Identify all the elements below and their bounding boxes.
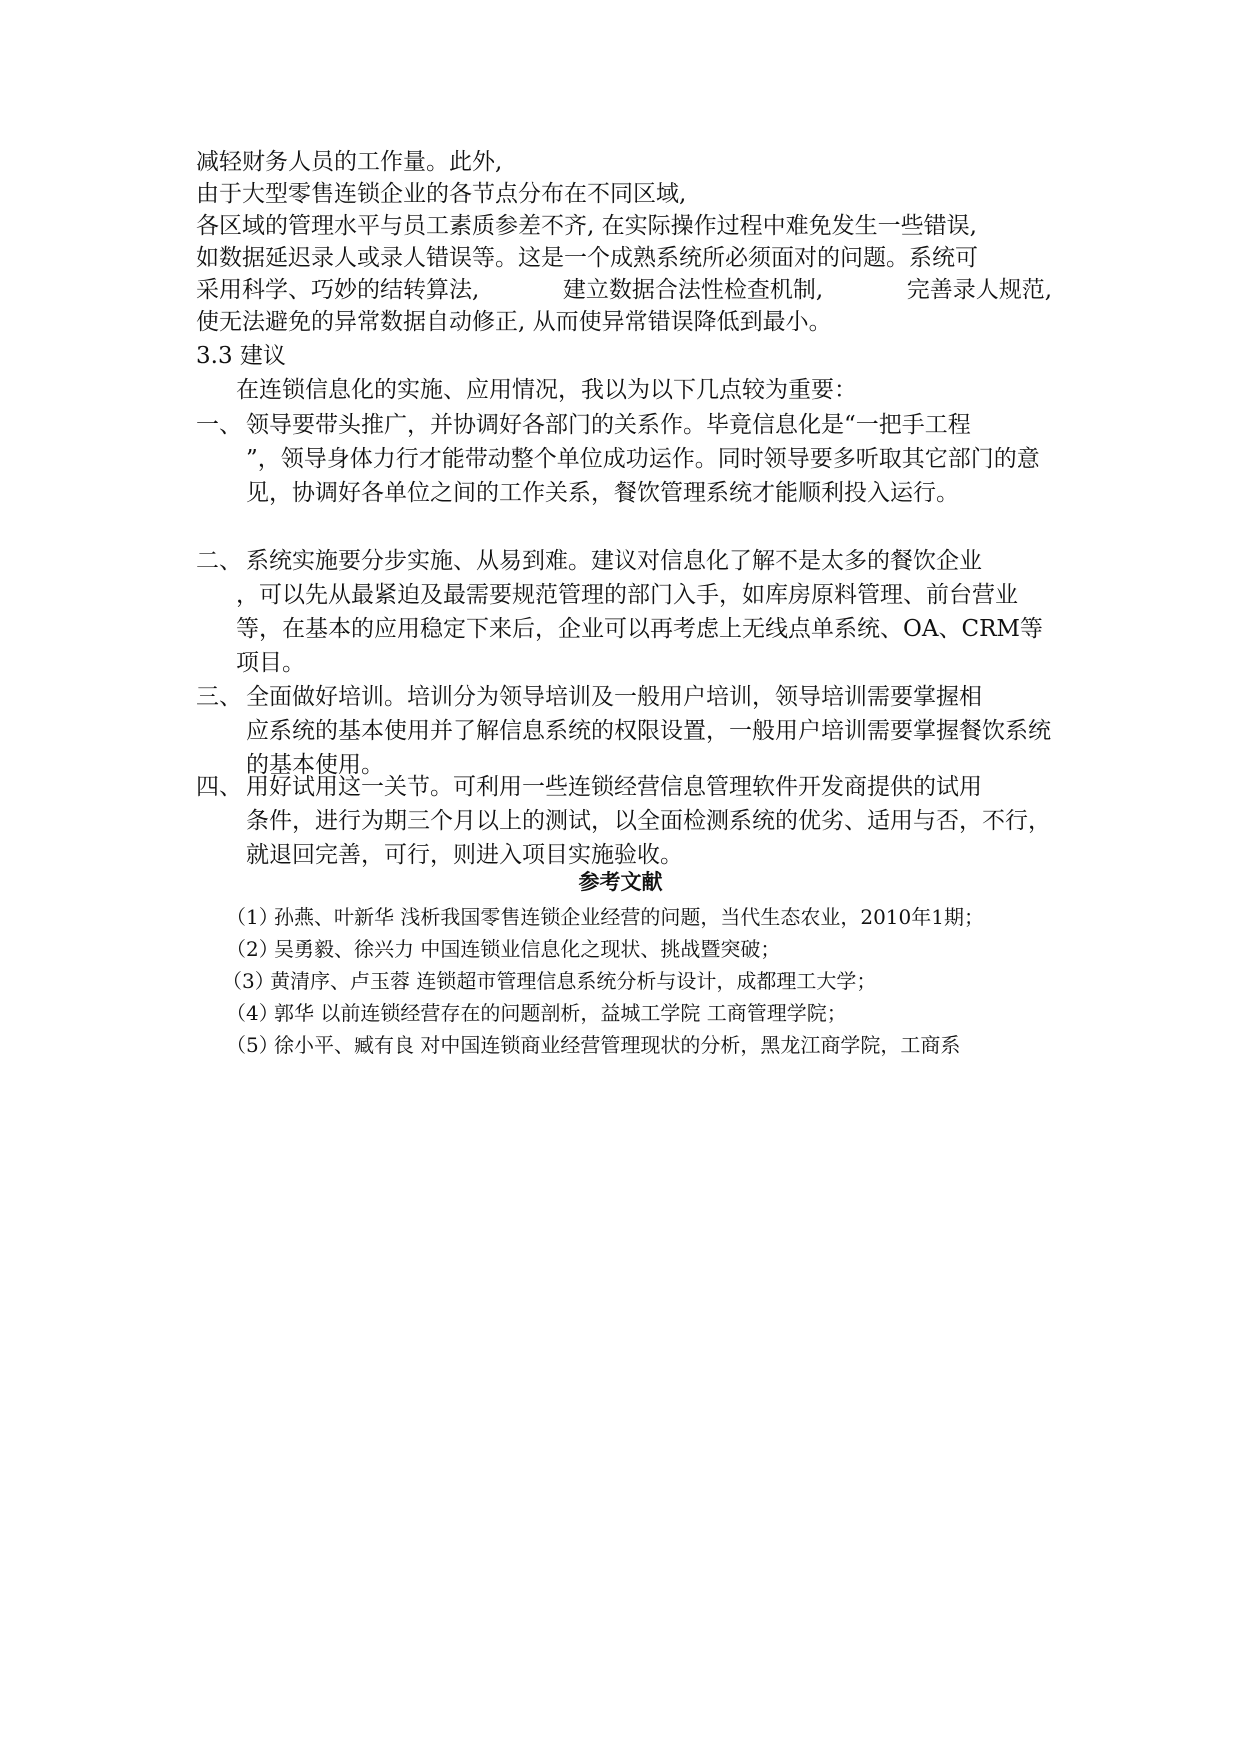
reference-item: [226, 903, 984, 931]
list-text-rest: ”，领导身体力行才能带动整个单位成功运作。同时领导要多听取其它部门的意见，协调好各单位之间的工作关系，餐饮管理系统才能顺利投入运行。: [246, 446, 1040, 506]
list-item: [196, 544, 1052, 676]
list-text-rest: ，可以先从最紧迫及最需要规范管理的部门入手，如库房原料管理、前台营业等，在基本的应用稳定下来后，企业可以再考虑上无线点单系统、OA、CRM等项目。: [236, 582, 1043, 676]
reference-number: （4）: [226, 1001, 279, 1025]
reference-text: 徐小平、臧有良 对中国连锁商业经营管理现状的分析，黑龙江商学院，工商系: [274, 1033, 961, 1057]
text-segment: 建立数据合法性检查机制,: [562, 277, 824, 303]
intro-paragraph: 在连锁信息化的实施、应用情况，我以为以下几点较为重要：: [236, 377, 857, 403]
list-text-first-line: 系统实施要分步实施、从易到难。建议对信息化了解不是太多的餐饮企业: [246, 548, 982, 574]
list-item: [196, 770, 1052, 870]
list-number: 一、: [196, 412, 242, 438]
reference-number: （3）: [222, 969, 275, 993]
reference-number: （2）: [226, 937, 279, 961]
reference-text: 黄清序、卢玉蓉 连锁超市管理信息系统分析与设计，成都理工大学；: [270, 969, 877, 993]
reference-text: 孙燕、叶新华 浅析我国零售连锁企业经营的问题，当代生态农业，2010年1期；: [274, 905, 984, 929]
reference-item: [226, 999, 847, 1027]
list-text-first-line: 全面做好培训。培训分为领导培训及一般用户培训，领导培训需要掌握相: [246, 684, 982, 710]
list-number: 三、: [196, 684, 242, 710]
reference-item: [226, 1031, 960, 1059]
body-text-line: 减轻财务人员的工作量。此外,: [196, 149, 503, 175]
reference-item: [222, 967, 876, 995]
reference-text: 郭华 以前连锁经营存在的问题剖析，益城工学院 工商管理学院；: [274, 1001, 847, 1025]
list-text-first-line: 用好试用这一关节。可利用一些连锁经营信息管理软件开发商提供的试用: [246, 774, 982, 800]
reference-text: 吴勇毅、徐兴力 中国连锁业信息化之现状、挑战暨突破；: [274, 937, 781, 961]
body-text-line: [196, 274, 1052, 306]
list-text-rest: 应系统的基本使用并了解信息系统的权限设置，一般用户培训需要掌握餐饮系统的基本使用。: [246, 718, 1051, 778]
list-text-first-line: 领导要带头推广，并协调好各部门的关系作。毕竟信息化是“一把手工程: [246, 412, 971, 438]
section-heading: 3.3 建议: [196, 343, 286, 369]
reference-number: （1）: [226, 905, 279, 929]
list-text-rest: 条件，进行为期三个月以上的测试，以全面检测系统的优劣、适用与否，不行，就退回完善，可行，则进入项目实施验收。: [246, 808, 1051, 868]
text-segment: 完善录人规范,: [906, 277, 1052, 303]
body-text-line: 使无法避免的异常数据自动修正, 从而使异常错误降低到最小。: [196, 309, 832, 335]
text-segment: 采用科学、巧妙的结转算法,: [196, 277, 480, 303]
list-item: [196, 408, 1052, 540]
reference-item: [226, 935, 780, 963]
list-number: 四、: [196, 774, 242, 800]
body-text-line: 各区域的管理水平与员工素质参差不齐, 在实际操作过程中难免发生一些错误,: [196, 213, 977, 239]
list-item: [196, 680, 1052, 780]
list-number: 二、: [196, 548, 242, 574]
reference-number: （5）: [226, 1033, 279, 1057]
references-title: 参考文献: [578, 870, 663, 894]
body-text-line: 由于大型零售连锁企业的各节点分布在不同区域,: [196, 181, 687, 207]
body-text-line: 如数据延迟录人或录人错误等。这是一个成熟系统所必须面对的问题。系统可: [196, 245, 978, 271]
